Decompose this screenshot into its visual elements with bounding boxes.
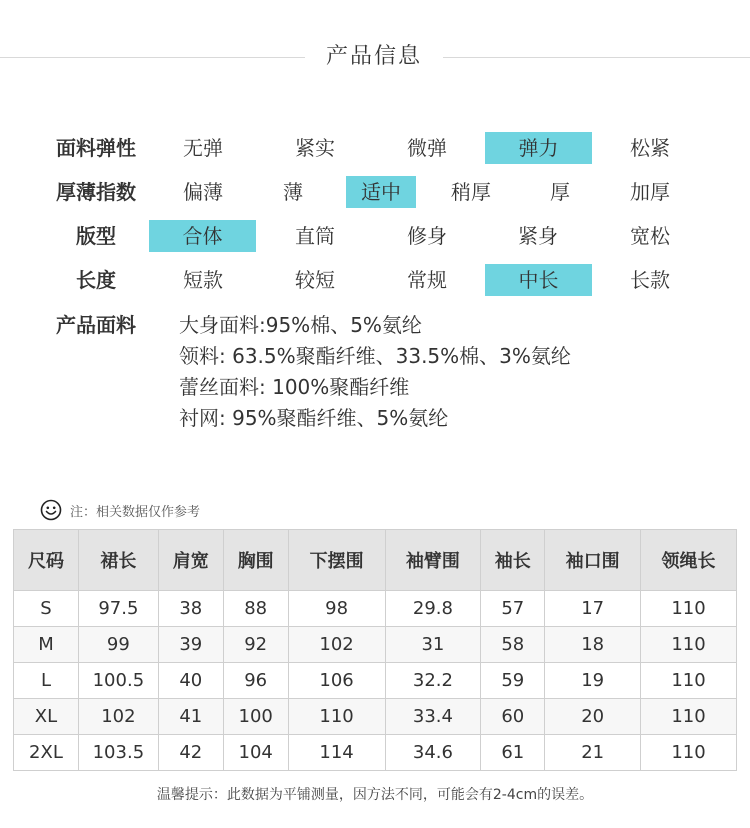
table-cell: 59 xyxy=(481,663,545,699)
table-cell: 106 xyxy=(288,663,385,699)
table-cell: 110 xyxy=(641,627,737,663)
attr-option: 常规 xyxy=(407,268,447,292)
attr-label: 厚薄指数 xyxy=(56,180,136,204)
table-row xyxy=(14,627,737,663)
table-cell: 40 xyxy=(158,663,223,699)
column-header: 裙长 xyxy=(78,530,158,591)
table-cell: 60 xyxy=(481,699,545,735)
size-table xyxy=(13,529,737,771)
table-cell: 88 xyxy=(223,591,288,627)
table-cell: 17 xyxy=(545,591,641,627)
table-cell: 114 xyxy=(288,735,385,771)
title-divider-left xyxy=(0,57,305,58)
attr-label: 长度 xyxy=(76,268,116,292)
attr-option: 紧实 xyxy=(295,136,335,160)
attr-option: 宽松 xyxy=(630,224,670,248)
table-header-row xyxy=(14,530,737,591)
column-header: 尺码 xyxy=(14,530,79,591)
attr-option-selected: 中长 xyxy=(485,264,592,296)
reference-note xyxy=(40,498,200,522)
table-cell: 38 xyxy=(158,591,223,627)
attr-row-length xyxy=(0,264,750,296)
attr-option: 修身 xyxy=(407,224,447,248)
table-cell: 110 xyxy=(641,735,737,771)
attr-row-thickness xyxy=(0,176,750,208)
smiley-icon xyxy=(40,499,62,521)
note-text: 注：相关数据仅作参考 xyxy=(70,504,201,520)
title-divider-right xyxy=(443,57,750,58)
attr-option: 无弹 xyxy=(183,136,223,160)
attr-option-selected: 合体 xyxy=(149,220,256,252)
table-cell: 98 xyxy=(288,591,385,627)
attr-row-elasticity xyxy=(0,132,750,164)
column-header: 袖长 xyxy=(481,530,545,591)
fabric-label: 产品面料 xyxy=(56,313,136,337)
table-cell: 96 xyxy=(223,663,288,699)
table-cell: 32.2 xyxy=(385,663,481,699)
table-cell: 100.5 xyxy=(78,663,158,699)
table-cell: 97.5 xyxy=(78,591,158,627)
table-cell: 102 xyxy=(78,699,158,735)
attr-option: 松紧 xyxy=(630,136,670,160)
attr-label: 版型 xyxy=(76,224,116,248)
attr-option: 较短 xyxy=(295,268,335,292)
table-cell: XL xyxy=(14,699,79,735)
attr-row-fit xyxy=(0,220,750,252)
attr-option: 短款 xyxy=(183,268,223,292)
table-cell: 34.6 xyxy=(385,735,481,771)
section-title: 产品信息 xyxy=(325,44,422,69)
attr-option: 厚 xyxy=(550,180,570,204)
table-row xyxy=(14,735,737,771)
table-row xyxy=(14,699,737,735)
table-cell: M xyxy=(14,627,79,663)
attr-option: 加厚 xyxy=(630,180,670,204)
table-cell: L xyxy=(14,663,79,699)
column-header: 袖臂围 xyxy=(385,530,481,591)
attr-label: 面料弹性 xyxy=(56,136,136,160)
table-cell: 42 xyxy=(158,735,223,771)
section-title-row xyxy=(0,40,750,74)
table-cell: 110 xyxy=(641,663,737,699)
table-cell: 99 xyxy=(78,627,158,663)
column-header: 袖口围 xyxy=(545,530,641,591)
table-cell: 41 xyxy=(158,699,223,735)
table-cell: 61 xyxy=(481,735,545,771)
table-cell: 29.8 xyxy=(385,591,481,627)
table-cell: 103.5 xyxy=(78,735,158,771)
table-cell: S xyxy=(14,591,79,627)
fabric-composition xyxy=(179,310,571,434)
table-cell: 104 xyxy=(223,735,288,771)
table-cell: 110 xyxy=(641,591,737,627)
fabric-line: 蕾丝面料: 100%聚酯纤维 xyxy=(179,375,410,399)
table-cell: 57 xyxy=(481,591,545,627)
attr-option: 稍厚 xyxy=(451,180,491,204)
table-cell: 18 xyxy=(545,627,641,663)
table-cell: 58 xyxy=(481,627,545,663)
attr-option-selected: 适中 xyxy=(346,176,416,208)
table-row xyxy=(14,591,737,627)
table-cell: 39 xyxy=(158,627,223,663)
attr-option: 偏薄 xyxy=(183,180,223,204)
attr-option: 长款 xyxy=(630,268,670,292)
table-cell: 102 xyxy=(288,627,385,663)
attr-option: 直筒 xyxy=(295,224,335,248)
table-row xyxy=(14,663,737,699)
column-header: 领绳长 xyxy=(641,530,737,591)
column-header: 胸围 xyxy=(223,530,288,591)
table-cell: 21 xyxy=(545,735,641,771)
fabric-line: 领料: 63.5%聚酯纤维、33.5%棉、3%氨纶 xyxy=(179,344,571,368)
measurement-tip: 温馨提示：此数据为平铺测量，因方法不同，可能会有2-4cm的误差。 xyxy=(156,787,594,803)
table-cell: 31 xyxy=(385,627,481,663)
table-cell: 19 xyxy=(545,663,641,699)
table-cell: 33.4 xyxy=(385,699,481,735)
table-cell: 20 xyxy=(545,699,641,735)
column-header: 下摆围 xyxy=(288,530,385,591)
table-cell: 92 xyxy=(223,627,288,663)
attr-option-selected: 弹力 xyxy=(485,132,592,164)
table-cell: 110 xyxy=(288,699,385,735)
column-header: 肩宽 xyxy=(158,530,223,591)
fabric-line: 衬网: 95%聚酯纤维、5%氨纶 xyxy=(179,406,449,430)
attr-option: 紧身 xyxy=(518,224,558,248)
attr-option: 薄 xyxy=(283,180,303,204)
table-cell: 110 xyxy=(641,699,737,735)
table-cell: 2XL xyxy=(14,735,79,771)
table-cell: 100 xyxy=(223,699,288,735)
fabric-line: 大身面料:95%棉、5%氨纶 xyxy=(179,313,422,337)
attr-option: 微弹 xyxy=(407,136,447,160)
